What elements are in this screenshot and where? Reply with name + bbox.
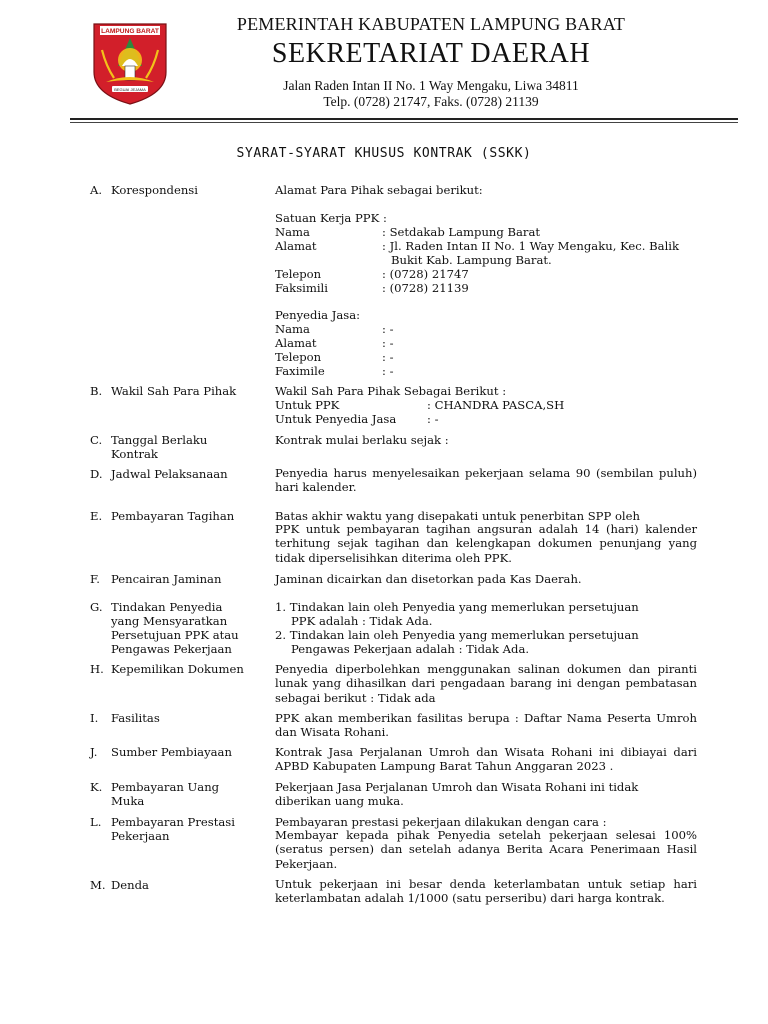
section-text-k: Pekerjaan Jasa Perjalanan Umroh dan Wisata Rohani ini tidak	[275, 780, 639, 794]
section-item-g1: 1. Tindakan lain oleh Penyedia yang memerlukan persetujuan	[275, 600, 639, 614]
provider-value: : -	[382, 364, 394, 378]
office-address: Jalan Raden Intan II No. 1 Way Mengaku, Liwa 34811	[283, 78, 579, 93]
letterhead	[0, 0, 768, 120]
section-label-l: Pembayaran Prestasi	[111, 815, 235, 829]
section-text-d: Penyedia harus menyelesaikan pekerjaan selama 90 (sembilan puluh) hari kalender.	[275, 466, 697, 495]
section-label-j: Sumber Pembiayaan	[111, 745, 232, 759]
ppk-value-continued: Bukit Kab. Lampung Barat.	[391, 253, 552, 267]
section-text-j: Kontrak Jasa Perjalanan Umroh dan Wisata Rohani ini dibiayai dari APBD Kabupaten Lampung Barat Tahun Anggaran 2023 .	[275, 745, 697, 774]
provider-value: : -	[382, 322, 394, 336]
section-text-h: Penyedia diperbolehkan menggunakan salinan dokumen dan piranti lunak yang dihasilkan dari pengadaan barang ini dengan pembatasan sebagai berikut : Tidak ada	[275, 662, 697, 705]
section-letter-m: M.	[90, 878, 106, 892]
section-letter-g: G.	[90, 600, 103, 614]
ppk-key: Faksimili	[275, 281, 328, 295]
ppk-value: : Setdakab Lampung Barat	[382, 225, 541, 239]
section-text-e-cont: PPK untuk pembayaran tagihan angsuran adalah 14 (hari) kalender terhitung sejak tagihan dan kelengkapan dokumen penunjang yang tidak diperselisihkan diterima oleh PPK.	[275, 522, 697, 565]
representative-value: : -	[427, 412, 439, 426]
ppk-key: Telepon	[275, 267, 322, 281]
section-text-c: Kontrak mulai berlaku sejak :	[275, 433, 449, 447]
ppk-key: Alamat	[275, 239, 317, 253]
svg-text:BEGUAI JEJAMA: BEGUAI JEJAMA	[114, 86, 146, 92]
section-label-c: Tanggal Berlaku	[111, 433, 208, 447]
section-text-m: Untuk pekerjaan ini besar denda keterlambatan untuk setiap hari keterlambatan adalah 1/1000 (satu perseribu) dari harga kontrak.	[275, 877, 697, 906]
section-text-i: PPK akan memberikan fasilitas berupa : Daftar Nama Peserta Umroh dan Wisata Rohani.	[275, 711, 697, 740]
section-item-g2: 2. Tindakan lain oleh Penyedia yang memerlukan persetujuan	[275, 628, 639, 642]
ppk-value: : (0728) 21747	[382, 267, 469, 281]
ppk-value: : (0728) 21139	[382, 281, 469, 295]
section-label-e: Pembayaran Tagihan	[111, 509, 235, 523]
provider-heading: Penyedia Jasa:	[275, 308, 361, 322]
provider-value: : -	[382, 350, 394, 364]
letterhead-rule-thin	[70, 122, 738, 123]
provider-value: : -	[382, 336, 394, 350]
section-label-i: Fasilitas	[111, 711, 160, 725]
section-letter-j: J.	[90, 745, 98, 759]
section-label-g-cont: yang Mensyaratkan	[111, 614, 228, 628]
ppk-key: Nama	[275, 225, 310, 239]
section-letter-k: K.	[90, 780, 103, 794]
section-label-d: Jadwal Pelaksanaan	[111, 467, 228, 481]
section-label-f: Pencairan Jaminan	[111, 572, 222, 586]
provider-key: Telepon	[275, 350, 322, 364]
section-label-k-cont: Muka	[111, 794, 145, 808]
section-letter-b: B.	[90, 384, 103, 398]
section-letter-i: I.	[90, 711, 99, 725]
section-item-g2-cont: Pengawas Pekerjaan adalah : Tidak Ada.	[291, 642, 530, 656]
section-text-f: Jaminan dicairkan dan disetorkan pada Kas Daerah.	[275, 572, 582, 586]
section-label-h: Kepemilikan Dokumen	[111, 662, 244, 676]
section-item-g1-cont: PPK adalah : Tidak Ada.	[291, 614, 433, 628]
section-letter-a: A.	[90, 183, 103, 197]
section-letter-h: H.	[90, 662, 104, 676]
section-label-a: Korespondensi	[111, 183, 198, 197]
ppk-value: : Jl. Raden Intan II No. 1 Way Mengaku, Kec. Balik	[382, 239, 680, 253]
section-label-g-cont: Persetujuan PPK atau	[111, 628, 239, 642]
section-letter-e: E.	[90, 509, 103, 523]
section-letter-c: C.	[90, 433, 103, 447]
section-text-l: Pembayaran prestasi pekerjaan dilakukan dengan cara :	[275, 815, 607, 829]
section-label-g: Tindakan Penyedia	[111, 600, 223, 614]
representative-key: Untuk Penyedia Jasa	[275, 412, 397, 426]
section-text-b: Wakil Sah Para Pihak Sebagai Berikut :	[275, 384, 507, 398]
section-label-l-cont: Pekerjaan	[111, 829, 170, 843]
section-label-g-cont: Pengawas Pekerjaan	[111, 642, 232, 656]
section-label-m: Denda	[111, 878, 149, 892]
letterhead-rule	[70, 118, 738, 120]
svg-text:LAMPUNG BARAT: LAMPUNG BARAT	[101, 28, 159, 36]
section-text-k-cont: diberikan uang muka.	[275, 794, 404, 808]
ppk-heading: Satuan Kerja PPK :	[275, 211, 387, 225]
office-phone: Telp. (0728) 21747, Faks. (0728) 21139	[323, 94, 539, 109]
provider-key: Alamat	[275, 336, 317, 350]
provider-key: Nama	[275, 322, 310, 336]
section-label-k: Pembayaran Uang	[111, 780, 220, 794]
section-letter-l: L.	[90, 815, 102, 829]
lampung-barat-emblem	[92, 22, 168, 106]
section-letter-f: F.	[90, 572, 100, 586]
office-name: SEKRETARIAT DAERAH	[271, 38, 591, 69]
provider-key: Faximile	[275, 364, 325, 378]
section-label-c-cont: Kontrak	[111, 447, 158, 461]
section-label-b: Wakil Sah Para Pihak	[111, 384, 237, 398]
representative-key: Untuk PPK	[275, 398, 340, 412]
section-letter-d: D.	[90, 467, 103, 481]
section-text-l-cont: Membayar kepada pihak Penyedia setelah pekerjaan selesai 100% (seratus persen) dan setelah adanya Berita Acara Penerimaan Hasil Pekerjaan.	[275, 828, 697, 871]
representative-value: : CHANDRA PASCA,SH	[427, 398, 565, 412]
section-text-e: Batas akhir waktu yang disepakati untuk penerbitan SPP oleh	[275, 509, 640, 523]
section-text-a: Alamat Para Pihak sebagai berikut:	[275, 183, 483, 197]
government-name: PEMERINTAH KABUPATEN LAMPUNG BARAT	[236, 14, 626, 34]
document-title: SYARAT-SYARAT KHUSUS KONTRAK (SSKK)	[236, 146, 532, 161]
